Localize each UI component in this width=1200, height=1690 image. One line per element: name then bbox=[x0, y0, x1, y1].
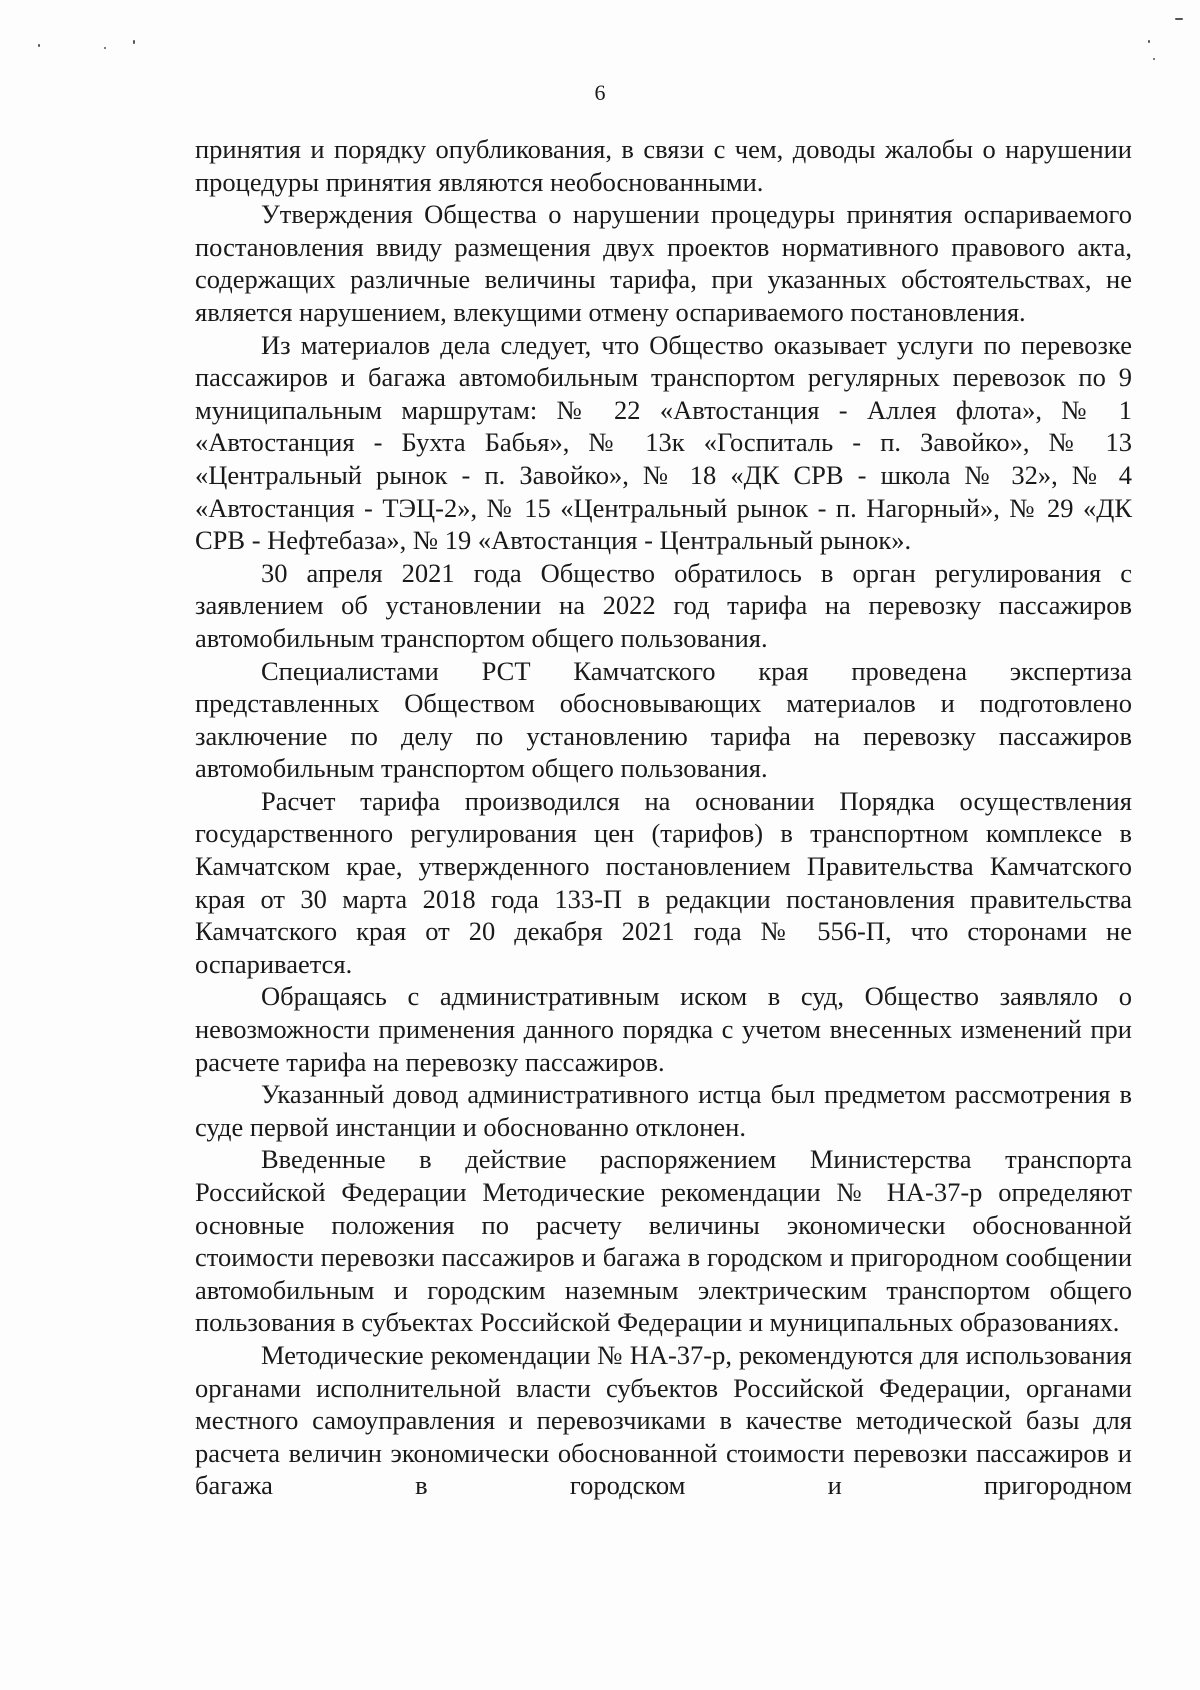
paragraph: Расчет тарифа производился на основании Порядка осуществления государственного регулирования цен (тарифов) в транспортном комплексе в Камчатском крае, утвержденного постановлением Правительства Камчатского края от 30 марта 2018 года 133-П в редакции постановления правительства Камчатского края от 20 декабря 2021 года № 556-П, что сторонами не оспаривается. bbox=[195, 785, 1132, 979]
scan-speck bbox=[133, 40, 135, 44]
paragraph: Утверждения Общества о нарушении процедуры принятия оспариваемого постановления ввиду размещения двух проектов нормативного правового акта, содержащих различные величины тарифа, при указанных обстоятельствах, не является нарушением, влекущими отмену оспариваемого постановления. bbox=[195, 199, 1132, 327]
scan-speck bbox=[1175, 18, 1183, 20]
paragraph: Из материалов дела следует, что Общество оказывает услуги по перевозке пассажиров и багажа автомобильным транспортом регулярных перевозок по 9 муниципальным маршрутам: № 22 «Автостанция - Аллея флота», № 1 «Автостанция - Бухта Бабья», № 13к «Госпиталь - п. Завойко», № 13 «Центральный рынок - п. Завойко», № 18 «ДК СРВ - школа № 32», № 4 «Автостанция - ТЭЦ-2», № 15 «Центральный рынок - п. Нагорный», № 29 «ДК СРВ - Нефтебаза», № 19 «Автостанция - Центральный рынок». bbox=[195, 329, 1132, 556]
paragraph: Методические рекомендации № НА-37-р, рекомендуются для использования органами исполнительной власти субъектов Российской Федерации, органами местного самоуправления и перевозчиками в качестве методической базы для расчета величин экономически обоснованной стоимости перевозки пассажиров и багажа в городском и пригородном bbox=[195, 1339, 1132, 1501]
scan-speck bbox=[1153, 58, 1155, 60]
scan-speck bbox=[104, 47, 106, 49]
document-body bbox=[195, 133, 1132, 1502]
scan-speck bbox=[1148, 40, 1150, 43]
scan-speck bbox=[38, 44, 40, 47]
page-number: 6 bbox=[594, 80, 606, 105]
paragraph: Указанный довод административного истца был предметом рассмотрения в суде первой инстанции и обоснованно отклонен. bbox=[195, 1079, 1132, 1142]
paragraph: Введенные в действие распоряжением Министерства транспорта Российской Федерации Методические рекомендации № НА-37-р определяют основные положения по расчету величины экономически обоснованной стоимости перевозки пассажиров и багажа в городском и пригородном сообщении автомобильным и городским наземным электрическим транспортом общего пользования в субъектах Российской Федерации и муниципальных образованиях. bbox=[195, 1144, 1132, 1338]
paragraph: Обращаясь с административным иском в суд, Общество заявляло о невозможности применения данного порядка с учетом внесенных изменений при расчете тарифа на перевозку пассажиров. bbox=[195, 981, 1132, 1077]
paragraph: Специалистами РСТ Камчатского края проведена экспертиза представленных Обществом обосновывающих материалов и подготовлено заключение по делу по установлению тарифа на перевозку пассажиров автомобильным транспортом общего пользования. bbox=[195, 655, 1132, 784]
paragraph: 30 апреля 2021 года Общество обратилось в орган регулирования с заявлением об установлении на 2022 год тарифа на перевозку пассажиров автомобильным транспортом общего пользования. bbox=[195, 557, 1132, 653]
paragraph: принятия и порядку опубликования, в связи с чем, доводы жалобы о нарушении процедуры принятия являются необоснованными. bbox=[195, 134, 1132, 197]
